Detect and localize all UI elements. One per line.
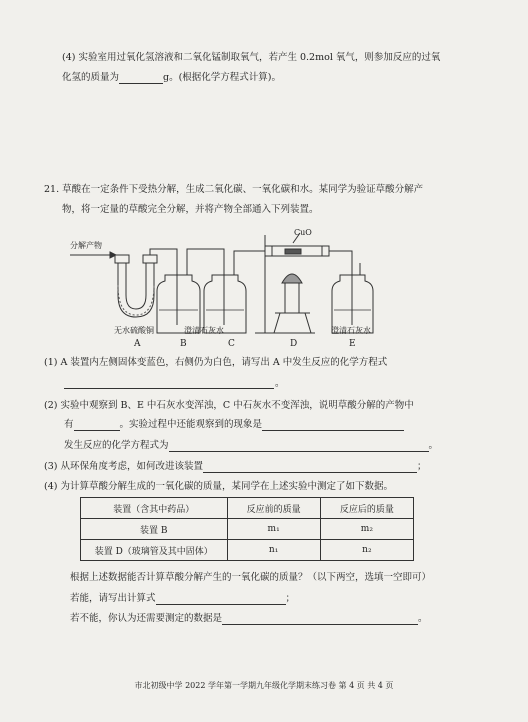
sub2-line3-prefix: 发生反应的化学方程式为 [64, 440, 169, 451]
follow-if-yes-semicolon: ； [285, 593, 296, 604]
label-e-desc: 澄清石灰水 [331, 326, 371, 335]
u-tube-a [115, 255, 157, 317]
follow-if-yes-prompt: 若能，请写出计算式 [70, 593, 156, 604]
sub2-line2-prefix: 有 [64, 419, 74, 430]
q21-intro-line1: 21. 草酸在一定条件下受热分解，生成二氧化碳、一氧化碳和水。某同学为验证草酸分解产 [44, 184, 424, 195]
sub2-line3 [64, 440, 438, 452]
sub1-answer-line[interactable] [64, 388, 274, 389]
label-a-desc: 无水硫酸铜 [114, 326, 154, 335]
header-after: 反应后的质量 [320, 498, 413, 519]
sub3-line [44, 461, 427, 473]
letter-d: D [290, 339, 298, 349]
page-footer: 市北初级中学 2022 学年第一学期九年级化学期末练习卷 第 4 页 共 4 页 [134, 681, 394, 690]
bottle-c [204, 265, 246, 333]
row-b-before: m₁ [227, 519, 320, 540]
mass-data-table [80, 497, 414, 561]
formula-blank[interactable] [156, 594, 286, 605]
letter-a: A [134, 339, 141, 349]
inlet-label: 分解产物 [70, 241, 102, 250]
row-d-before: n₁ [227, 540, 320, 561]
header-device: 装置（含其中药品） [81, 498, 228, 519]
tube-d-e [329, 251, 352, 275]
letter-b: B [180, 339, 187, 349]
table-header-row [81, 498, 414, 519]
cuo-label: CuO [294, 228, 312, 237]
letter-e: E [349, 339, 356, 349]
table-row [81, 519, 414, 540]
q4-answer-blank[interactable] [119, 73, 163, 84]
q4-line1: (4) 实验室用过氧化氢溶液和二氧化锰制取氧气，若产生 0.2mol 氧气，则参加反应的过氧 [62, 52, 441, 63]
follow-if-no [70, 613, 428, 625]
header-before: 反应前的质量 [227, 498, 320, 519]
q4-line2 [62, 72, 281, 84]
extra-data-blank[interactable] [222, 614, 418, 625]
row-b-after: m₂ [320, 519, 413, 540]
q4-line2-suffix: g。(根据化学方程式计算)。 [163, 72, 282, 83]
follow-question: 根据上述数据能否计算草酸分解产生的一氧化碳的质量？（以下两空，选填一空即可） [70, 572, 432, 583]
label-b-desc: 澄清石灰水 [184, 326, 224, 335]
table-row [81, 540, 414, 561]
tube-c-d [234, 251, 265, 265]
row-b-device: 装置 B [81, 519, 228, 540]
sub3-prompt: (3) 从环保角度考虑，如何改进该装置 [44, 461, 203, 472]
sub2-product-blank[interactable] [74, 420, 120, 431]
sub2-line3-period: 。 [428, 440, 439, 451]
follow-if-no-period: 。 [418, 613, 428, 624]
sub2-line2-suffix: 。实验过程中还能观察到的现象是 [119, 419, 263, 430]
sub3-semicolon: ； [416, 461, 427, 472]
q4-line2-prefix: 化氢的质量为 [62, 72, 120, 83]
sub2-phenomenon-blank[interactable] [262, 420, 404, 431]
q21-intro-line2: 物，将一定量的草酸完全分解，并将产物全部通入下列装置。 [62, 204, 319, 215]
follow-if-no-prompt: 若不能，你认为还需要测定的数据是 [70, 613, 223, 624]
row-d-after: n₂ [320, 540, 413, 561]
sub1-prompt: (1) A 装置内左侧固体变蓝色，右侧仍为白色，请写出 A 中发生反应的化学方程式 [44, 357, 388, 368]
sub4-prompt: (4) 为计算草酸分解生成的一氧化碳的质量，某同学在上述实验中测定了如下数据。 [44, 481, 393, 492]
bottle-b [157, 265, 200, 333]
sub2-equation-blank[interactable] [169, 441, 429, 452]
sub2-line2 [64, 419, 404, 431]
sub1-period: 。 [275, 378, 285, 389]
sub2-line1: (2) 实验中观察到 B、E 中石灰水变浑浊，C 中石灰水不变浑浊，说明草酸分解的产物中 [44, 400, 414, 411]
tube-b-c [187, 249, 224, 275]
follow-if-yes [70, 593, 295, 605]
row-d-device: 装置 D（玻璃管及其中固体） [81, 540, 228, 561]
letter-c: C [228, 339, 235, 349]
sub3-answer-blank[interactable] [203, 462, 417, 473]
